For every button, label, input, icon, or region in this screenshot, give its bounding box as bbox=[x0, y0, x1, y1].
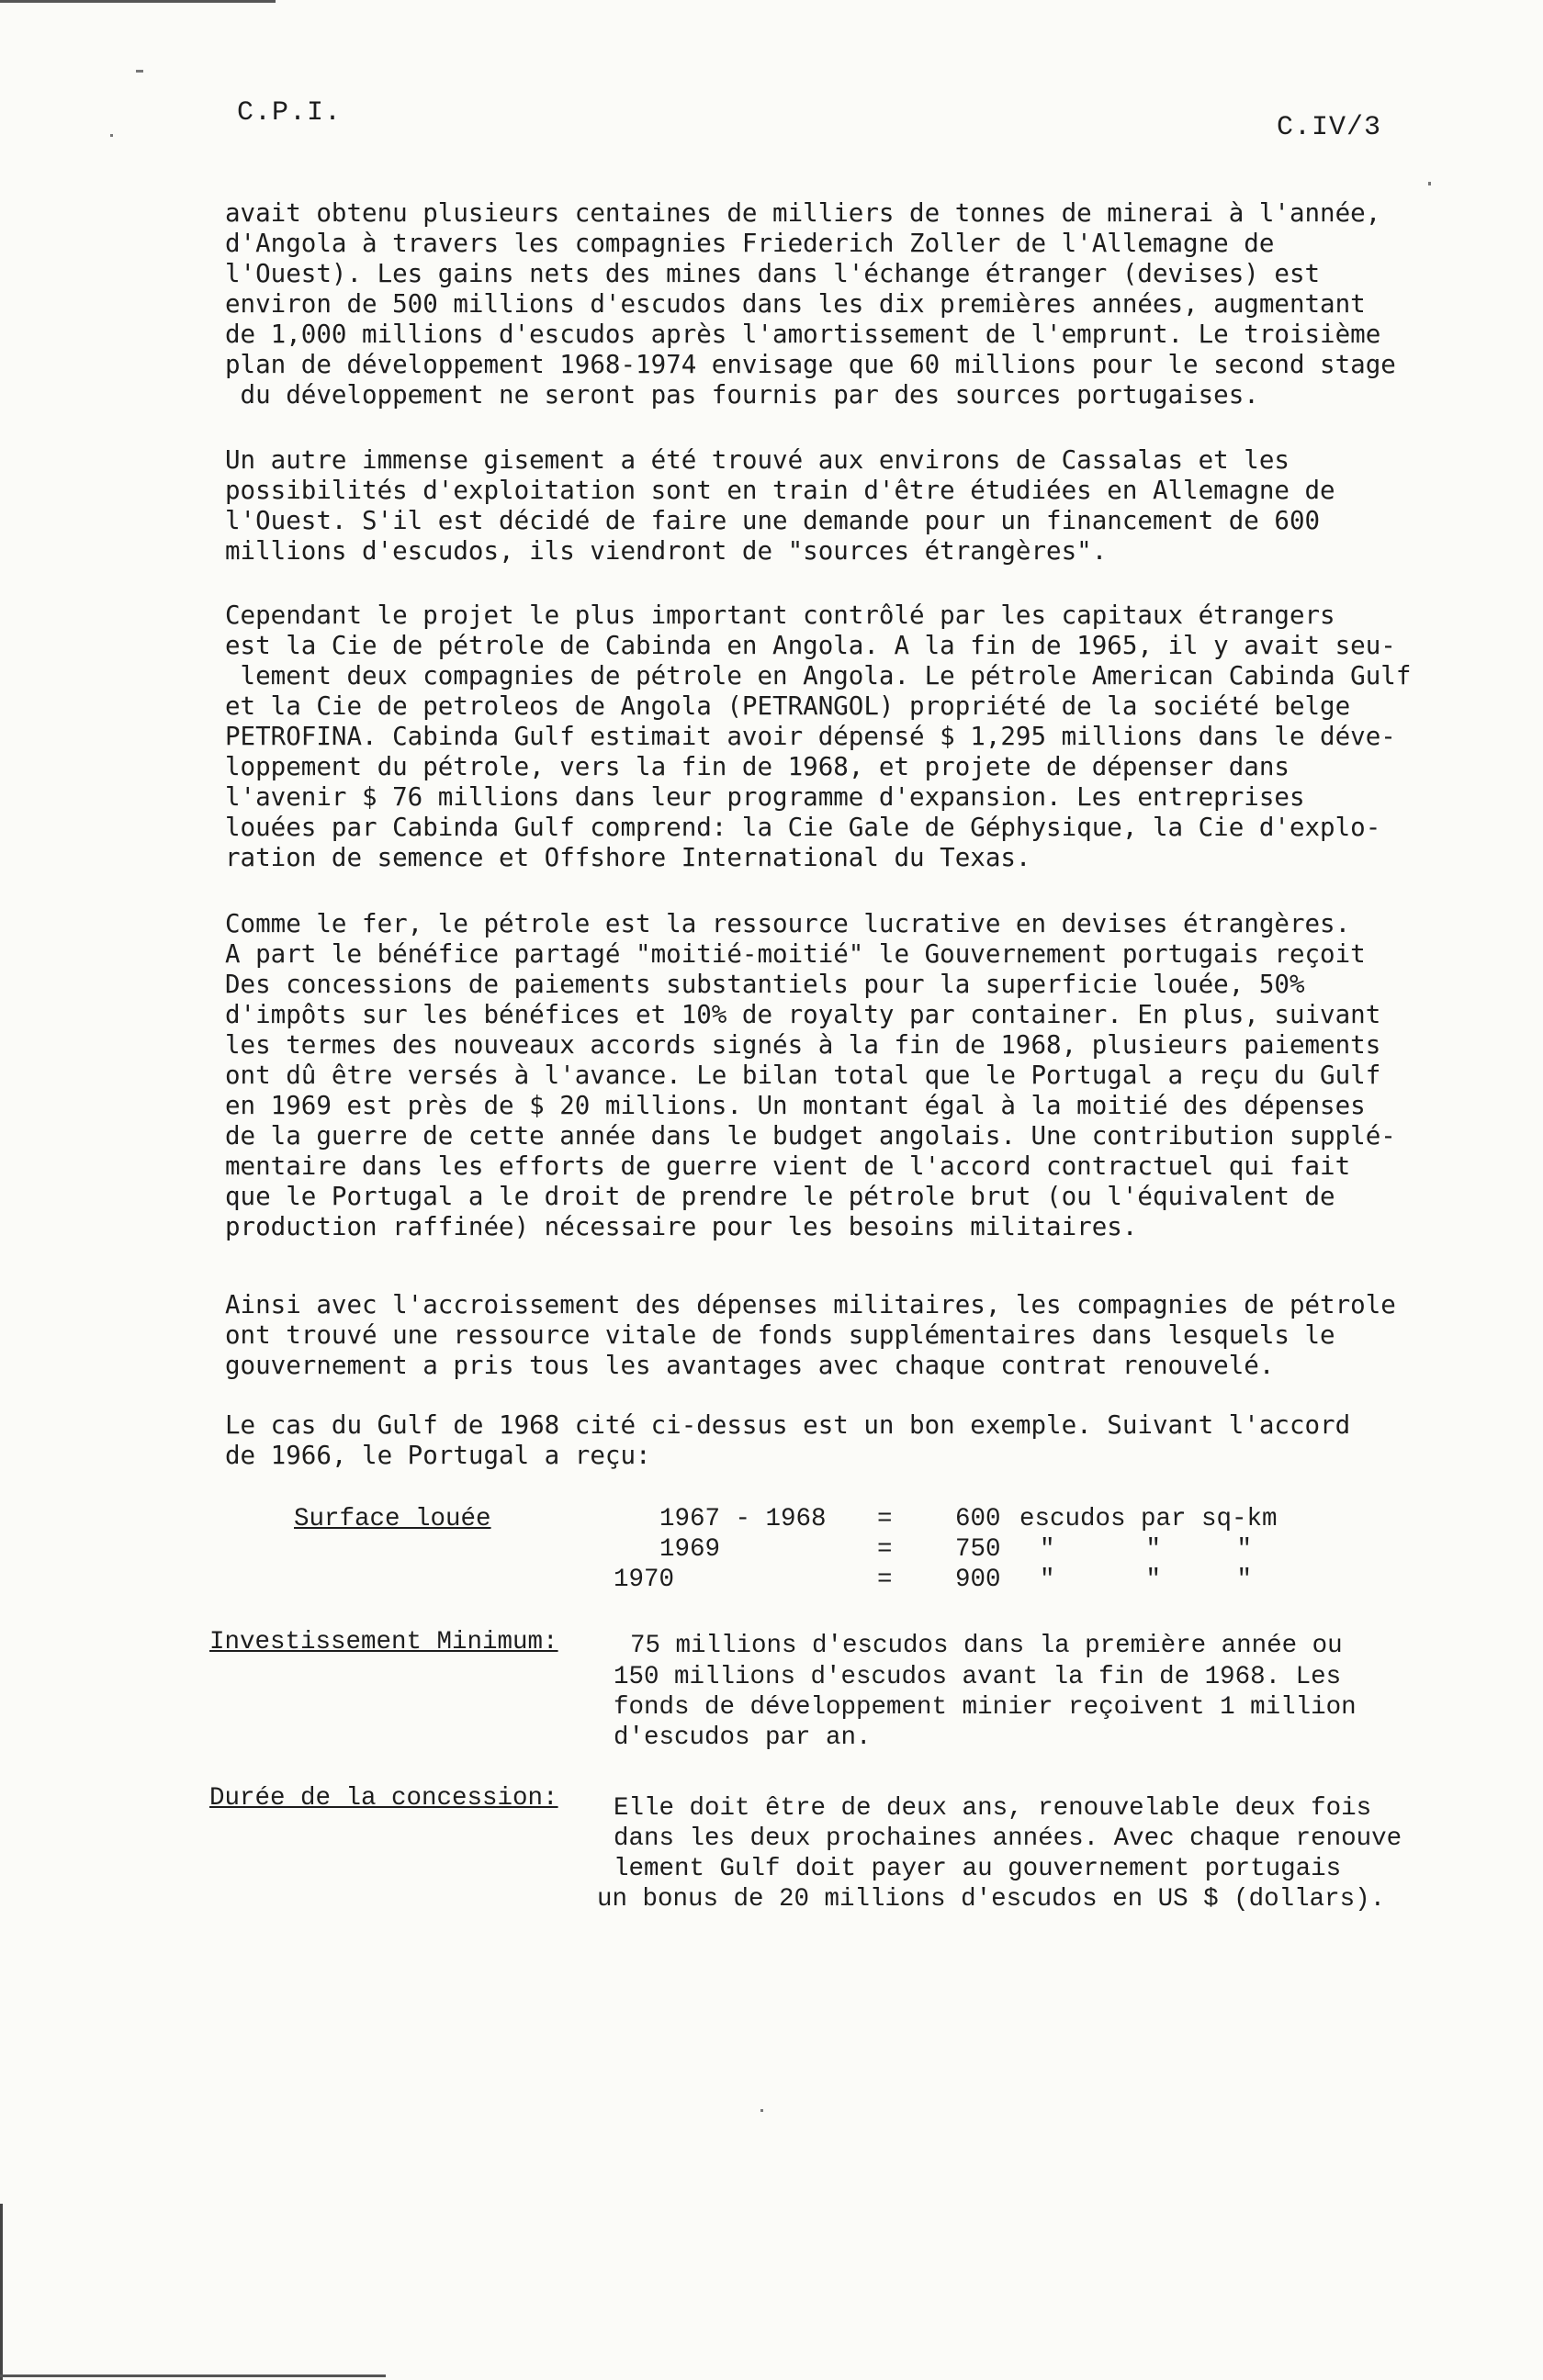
scan-speck bbox=[110, 134, 113, 137]
concession-duration-label: Durée de la concession: bbox=[209, 1784, 558, 1813]
paragraph-oil-revenue: Comme le fer, le pétrole est la ressource lucrative en devises étrangères. A part le bénéfice partagé "moitié-moitié" le Gouvernement portugais reçoit Des concessions de paiements substantiels pour la superficie louée, 50% d'impôts sur les bénéfices et 10% de royalty par container. En plus, suivant les termes des nouveaux accords signés à la fin de 1968, plusieurs paiements ont dû être versés à l'avance. Le bilan total que le Portugal a reçu du Gulf en 1969 est près de $ 20 millions. Un montant égal à la moitié des dépenses de la guerre de cette année dans le budget angolais. Une contribution supplé- mentaire dans les efforts de guerre vient de l'accord contractuel qui fait que le Portugal a le droit de prendre le pétrole brut (ou l'équivalent de production raffinée) nécessaire pour les besoins militaires. bbox=[225, 909, 1396, 1241]
investment-line: 75 millions d'escudos dans la première année ou bbox=[630, 1632, 1343, 1660]
duration-line: Elle doit être de deux ans, renouvelable deux fois bbox=[614, 1794, 1372, 1823]
paragraph-gulf-example: Le cas du Gulf de 1968 cité ci-dessus est un bon exemple. Suivant l'accord de 1966, le Portugal a reçu: bbox=[225, 1410, 1351, 1470]
surface-amount: 600 bbox=[955, 1505, 1001, 1533]
surface-amount: 900 bbox=[955, 1566, 1001, 1594]
surface-equals: = bbox=[877, 1505, 893, 1533]
scan-edge-bottom bbox=[0, 2374, 386, 2377]
paragraph-mining-revenue: avait obtenu plusieurs centaines de milliers de tonnes de minerai à l'année, d'Angola à travers les compagnies Friederich Zoller de l'Allemagne de l'Ouest). Les gains nets des mines dans l'échange étranger (devises) est environ de 500 millions d'escudos dans les dix premières années, augmentant de 1,000 millions d'escudos après l'amortissement de l'emprunt. Le troisième plan de développement 1968-1974 envisage que 60 millions pour le second stage du développement ne seront pas fournis par des sources portugaises. bbox=[225, 198, 1396, 410]
paragraph-military-spending: Ainsi avec l'accroissement des dépenses militaires, les compagnies de pétrole ont trouvé une ressource vitale de fonds supplémentaires dans lesquels le gouvernement a pris tous les avantages avec chaque contrat renouvelé. bbox=[225, 1290, 1396, 1380]
surface-years: 1967 - 1968 bbox=[659, 1505, 827, 1533]
duration-line: dans les deux prochaines années. Avec chaque renouve bbox=[614, 1824, 1402, 1853]
surface-lease-label: Surface louée bbox=[294, 1505, 491, 1533]
duration-line: lement Gulf doit payer au gouvernement portugais bbox=[614, 1855, 1342, 1883]
investment-line: fonds de développement minier reçoivent 1 million bbox=[614, 1693, 1357, 1722]
paragraph-cabinda-oil: Cependant le projet le plus important contrôlé par les capitaux étrangers est la Cie de pétrole de Cabinda en Angola. A la fin de 1965, il y avait seu- lement deux compagnies de pétrole en Angola. Le pétrole American Cabinda Gulf et la Cie de petroleos de Angola (PETRANGOL) propriété de la société belge PETROFINA. Cabinda Gulf estimait avoir dépensé $ 1,295 millions dans le déve- loppement du pétrole, vers la fin de 1968, et projete de dépenser dans l'avenir $ 76 millions dans leur programme d'expansion. Les entreprises louées par Cabinda Gulf comprend: la Cie Gale de Géphysique, la Cie d'explo- ration de semence et Offshore International du Texas. bbox=[225, 601, 1412, 872]
investment-line: 150 millions d'escudos avant la fin de 1968. Les bbox=[614, 1663, 1342, 1691]
header-left-code: C.P.I. bbox=[237, 97, 343, 129]
surface-unit: " " " bbox=[1040, 1535, 1253, 1564]
duration-line: un bonus de 20 millions d'escudos en US $ (dollars). bbox=[597, 1885, 1386, 1914]
investment-line: d'escudos par an. bbox=[614, 1723, 872, 1752]
header-right-code: C.IV/3 bbox=[1277, 112, 1382, 143]
scan-speck bbox=[760, 2109, 763, 2112]
surface-years: 1969 bbox=[659, 1535, 721, 1564]
surface-amount: 750 bbox=[955, 1535, 1001, 1564]
scan-edge-left bbox=[0, 2204, 3, 2380]
scan-speck bbox=[1428, 182, 1431, 185]
surface-unit: " " " bbox=[1040, 1566, 1253, 1594]
surface-equals: = bbox=[877, 1566, 893, 1594]
paragraph-cassalas-deposit: Un autre immense gisement a été trouvé aux environs de Cassalas et les possibilités d'exploitation sont en train d'être étudiées en Allemagne de l'Ouest. S'il est décidé de faire une demande pour un financement de 600 millions d'escudos, ils viendront de "sources étrangères". bbox=[225, 445, 1335, 566]
surface-years: 1970 bbox=[614, 1566, 675, 1594]
scan-speck bbox=[136, 70, 143, 73]
surface-equals: = bbox=[877, 1535, 893, 1564]
scan-edge-top bbox=[0, 0, 276, 3]
investment-minimum-label: Investissement Minimum: bbox=[209, 1628, 558, 1656]
surface-unit: escudos par sq-km bbox=[1019, 1505, 1278, 1533]
